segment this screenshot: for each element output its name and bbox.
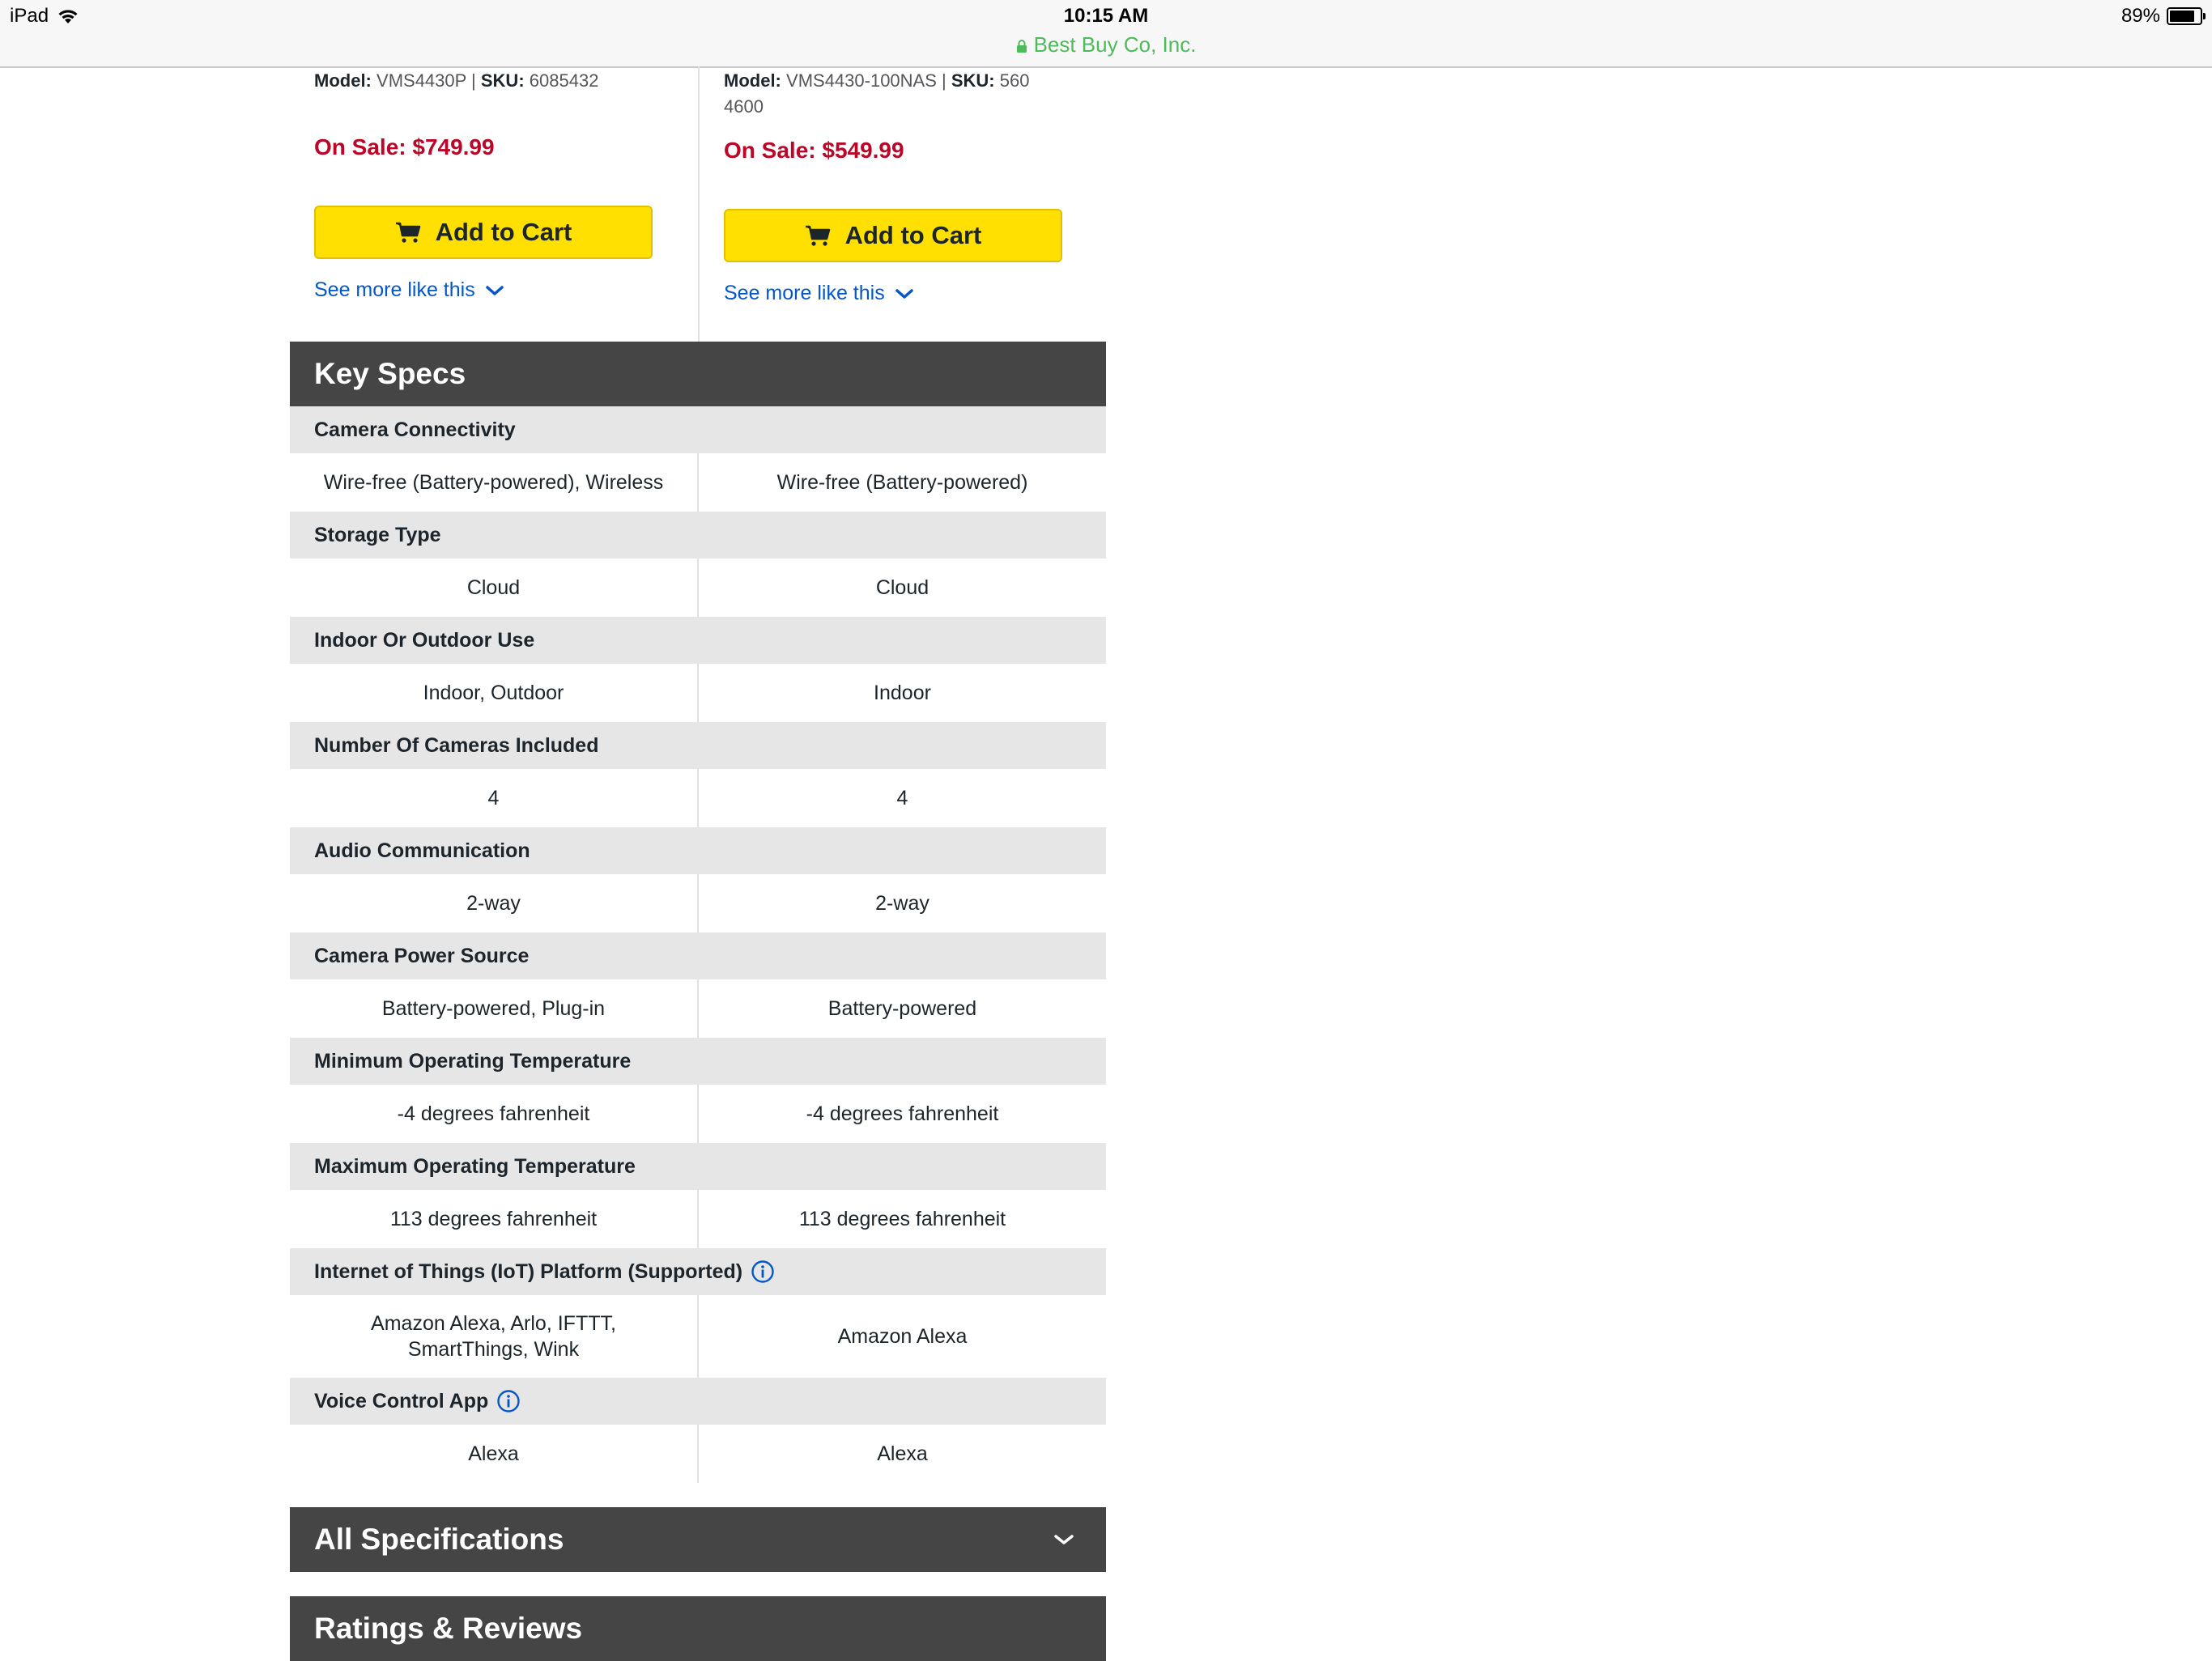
spec-value: Wire-free (Battery-powered) <box>776 471 1028 494</box>
site-name: Best Buy Co, Inc. <box>1033 32 1197 57</box>
spec-value: -4 degrees fahrenheit <box>806 1102 999 1125</box>
cart-icon <box>395 221 421 244</box>
spec-values-row <box>290 769 1106 827</box>
spec-value: 2-way <box>875 892 929 915</box>
see-more-label: See more like this <box>724 282 885 304</box>
spec-value: Cloud <box>290 559 699 617</box>
clock: 10:15 AM <box>1063 5 1149 27</box>
spec-value: Cloud <box>875 576 929 599</box>
spec-label-text: Voice Control App <box>314 1390 489 1412</box>
spec-label-text: Minimum Operating Temperature <box>314 1050 632 1073</box>
spec-value: 113 degrees fahrenheit <box>290 1190 699 1248</box>
sku-label: SKU: <box>951 70 995 91</box>
spec-label-text: Camera Power Source <box>314 945 530 967</box>
spec-value-line: SmartThings, Wink <box>407 1338 580 1361</box>
spec-values-row <box>290 664 1106 722</box>
address-bar[interactable] <box>0 32 2212 57</box>
spec-value-text <box>371 1311 616 1362</box>
add-to-cart-label: Add to Cart <box>435 218 572 246</box>
see-more-link[interactable] <box>314 278 504 302</box>
sale-price: On Sale: $549.99 <box>724 138 904 163</box>
spec-label <box>290 1248 1106 1295</box>
chevron-down-icon <box>1053 1531 1075 1548</box>
spec-label-text: Internet of Things (IoT) Platform (Supported) <box>314 1260 743 1283</box>
key-specs-header <box>290 342 1106 406</box>
lock-icon <box>1016 39 1027 53</box>
product-compare-header <box>290 66 1106 342</box>
spec-value: 113 degrees fahrenheit <box>798 1208 1006 1230</box>
spec-label <box>290 1143 1106 1190</box>
spec-label-text: Audio Communication <box>314 839 530 862</box>
model-value: VMS4430P <box>376 70 466 91</box>
spec-value: Wire-free (Battery-powered), Wireless <box>290 453 699 512</box>
spec-label <box>290 617 1106 664</box>
spec-label <box>290 1378 1106 1425</box>
model-sku: Model: VMS4430-100NAS | SKU: 560 4600 <box>724 70 1030 117</box>
spec-label-text: Maximum Operating Temperature <box>314 1155 636 1178</box>
model-sku: Model: VMS4430P | SKU: 6085432 <box>314 70 599 91</box>
spec-value: Battery-powered, Plug-in <box>290 979 699 1038</box>
spec-value: 2-way <box>290 874 699 932</box>
add-to-cart-label: Add to Cart <box>844 221 982 249</box>
all-specifications-header[interactable] <box>290 1507 1106 1572</box>
product-column-1 <box>314 66 703 301</box>
spec-values-row <box>290 1295 1106 1378</box>
sku-value: 6085432 <box>529 70 599 91</box>
status-bar <box>0 0 2212 68</box>
sku-value: 560 <box>999 70 1030 91</box>
spec-value-line: Amazon Alexa, Arlo, IFTTT, <box>371 1312 616 1335</box>
spec-value: Indoor, Outdoor <box>290 664 699 722</box>
spec-label <box>290 512 1106 559</box>
ratings-reviews-title: Ratings & Reviews <box>314 1612 583 1645</box>
spec-label <box>290 932 1106 979</box>
status-right <box>2121 5 2202 28</box>
info-icon[interactable] <box>496 1389 521 1413</box>
spec-values-row <box>290 874 1106 932</box>
sku-label: SKU: <box>480 70 525 91</box>
spec-label <box>290 1038 1106 1085</box>
spec-values-row <box>290 1085 1106 1143</box>
spec-values-row <box>290 979 1106 1038</box>
spec-values-row <box>290 453 1106 512</box>
spec-label <box>290 827 1106 874</box>
spec-value: Indoor <box>874 682 931 704</box>
sale-price: On Sale: $749.99 <box>314 134 495 159</box>
see-more-label: See more like this <box>314 278 475 301</box>
spec-value <box>290 1295 699 1378</box>
key-specs-table <box>290 406 1106 1483</box>
model-value: VMS4430-100NAS <box>786 70 937 91</box>
spec-value: Alexa <box>877 1442 928 1465</box>
spec-values-row <box>290 559 1106 617</box>
spec-label-text: Storage Type <box>314 524 441 546</box>
add-to-cart-button[interactable] <box>314 206 653 259</box>
spec-value: 4 <box>290 769 699 827</box>
spec-value: Battery-powered <box>827 997 977 1020</box>
all-specifications-title: All Specifications <box>314 1523 564 1556</box>
chevron-down-icon <box>895 287 914 300</box>
spec-value: -4 degrees fahrenheit <box>290 1085 699 1143</box>
spec-value: Alexa <box>290 1425 699 1483</box>
see-more-link[interactable] <box>724 282 914 305</box>
cart-icon <box>805 224 831 247</box>
spec-label-text: Number Of Cameras Included <box>314 734 599 757</box>
key-specs-title: Key Specs <box>314 357 466 390</box>
battery-icon <box>2167 7 2202 25</box>
column-divider <box>698 66 700 342</box>
model-label: Model: <box>724 70 781 91</box>
spec-label-text: Camera Connectivity <box>314 418 516 441</box>
info-icon[interactable] <box>751 1260 775 1284</box>
spec-values-row <box>290 1425 1106 1483</box>
add-to-cart-button[interactable] <box>724 209 1062 262</box>
model-label: Model: <box>314 70 372 91</box>
chevron-down-icon <box>485 284 504 297</box>
product-column-2 <box>724 66 1112 304</box>
spec-label <box>290 722 1106 769</box>
spec-value: 4 <box>896 787 908 809</box>
spec-label <box>290 406 1106 453</box>
spec-label-text: Indoor Or Outdoor Use <box>314 629 535 652</box>
device-name: iPad <box>10 5 49 27</box>
sku-value-cont: 4600 <box>724 96 764 117</box>
ratings-reviews-header[interactable] <box>290 1596 1106 1661</box>
spec-values-row <box>290 1190 1106 1248</box>
spec-value: Amazon Alexa <box>837 1325 968 1348</box>
battery-percent: 89% <box>2121 5 2160 27</box>
